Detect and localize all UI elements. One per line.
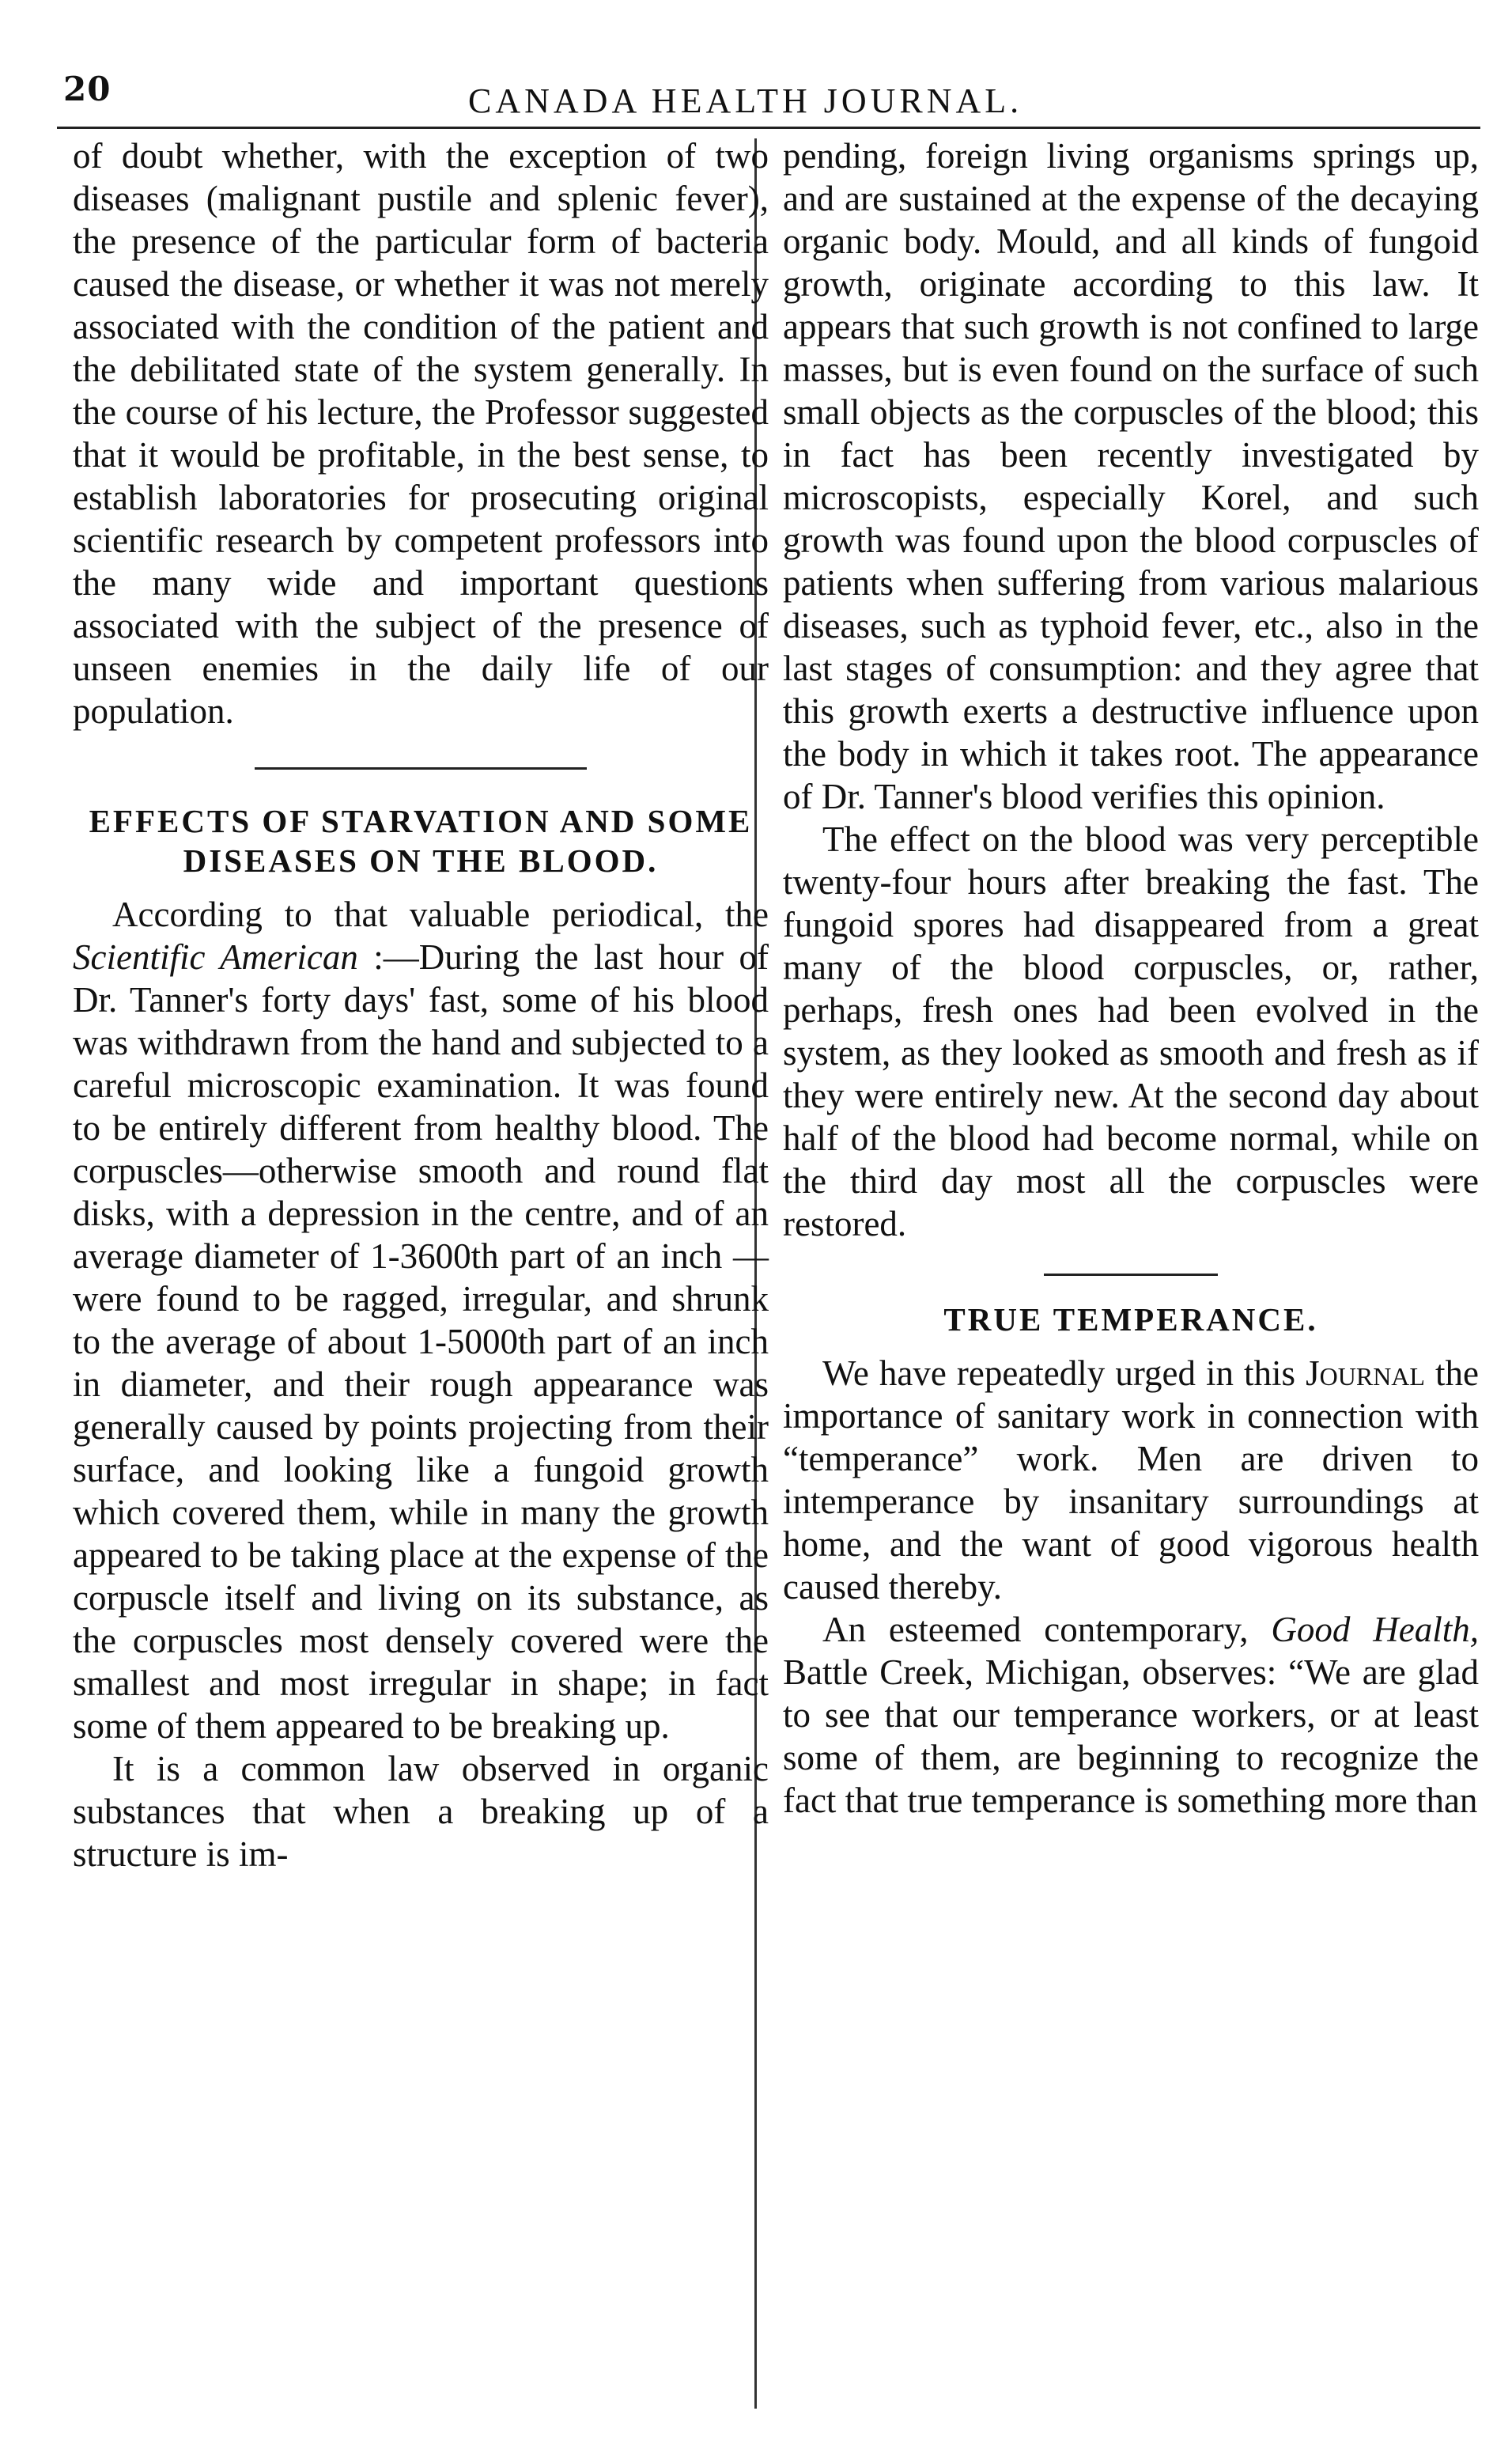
paragraph-intro: An esteemed contemporary, xyxy=(822,1610,1272,1649)
page-number: 20 xyxy=(63,70,112,108)
paragraph-sanitary-work xyxy=(783,1352,1479,1608)
paragraph-body: the importance of sanitary work in connection with “temperance” work. Men are driven to intemperance by insanitary surroundings at home, and the want of good vigorous health caused thereby. xyxy=(783,1353,1479,1607)
paragraph-organisms: pending, foreign living organisms springs up, and are sustained at the expense of the decaying organic body. Mould, and all kinds of fungoid growth, originate according to this law. It appears that such growth is not confined to large masses, but is even found on the surface of such small objects as the corpuscles of the blood; this in fact has been recently investigated by microscopists, especially Korel, and such growth was found upon the blood corpuscles of patients when suffering from various malarious diseases, such as typhoid fever, etc., also in the last stages of consumption: and they agree that this growth exerts a destructive influence upon the body in which it takes root. The appearance of Dr. Tanner's blood verifies this opinion. xyxy=(783,136,1479,816)
paragraph-common-law: It is a common law observed in organic substances that when a breaking up of a structure is im- xyxy=(73,1749,769,1874)
left-column xyxy=(73,134,769,1875)
paragraph-tanner-blood xyxy=(73,893,769,1747)
paragraph-body: :—During the last hour of Dr. Tanner's forty days' fast, some of his blood was withdrawn from the hand and subjected to a careful microscopic examination. It was found to be entirely different from healthy blood. The corpuscles—otherwise smooth and round flat disks, with a depression in the centre, and of an average diameter of 1-3600th part of an inch —were found to be ragged, irregular, and shrunk to the average of about 1-5000th part of an inch in diameter, and their rough appearance was generally caused by points projecting from their surface, and looking like a fungoid growth which covered them, while in many the growth appeared to be taking place at the expense of the corpuscle itself and living on its substance, as the corpuscles most densely covered were the smallest and most irregular in shape; in fact some of them appeared to be breaking up. xyxy=(73,937,769,1746)
paragraph-good-health xyxy=(783,1608,1479,1822)
right-column xyxy=(783,134,1479,1822)
source-good-health: Good Health, xyxy=(1271,1610,1479,1649)
page-header xyxy=(57,70,1480,125)
paragraph-intro: According to that valuable periodical, the xyxy=(112,895,769,934)
header-rule xyxy=(57,127,1480,129)
paragraph-effect-on-blood: The effect on the blood was very perceptible twenty-four hours after breaking the fast. The fungoid spores had disappeared from a great many of the blood corpuscles, or, rather, perhaps, fresh ones had been evolved in the system, as they looked as smooth and fresh as if they were entirely new. At the second day about half of the blood had become normal, while on the third day most all the corpuscles were restored. xyxy=(783,819,1479,1243)
section-title-starvation: EFFECTS OF STARVATION AND SOME DISEASES ON THE BLOOD. xyxy=(89,803,753,879)
section-rule xyxy=(1044,1274,1218,1276)
journal-word: Journal xyxy=(1306,1353,1425,1393)
running-head: CANADA HEALTH JOURNAL. xyxy=(468,81,1023,120)
section-rule xyxy=(255,767,587,770)
section-title-temperance: TRUE TEMPERANCE. xyxy=(943,1301,1318,1338)
paragraph-bacteria: of doubt whether, with the exception of two diseases (malignant pustile and splenic fever), the presence of the particular form of bacteria caused the disease, or whether it was not merely associated with the condition of the patient and the debilitated state of the system generally. In the course of his lecture, the Professor suggested that it would be profitable, in the best sense, to establish laboratories for prosecuting original scientific research by competent professors into the many wide and important questions associated with the subject of the presence of unseen enemies in the daily life of our population. xyxy=(73,136,769,731)
source-scientific-american: Scientific American xyxy=(73,937,358,977)
paragraph-body: Battle Creek, Michigan, observes: “We are glad to see that our temperance workers, or at least some of them, are beginning to recognize the fact that true temperance is something more than xyxy=(783,1652,1479,1820)
paragraph-intro: We have repeatedly urged in this xyxy=(822,1353,1306,1393)
